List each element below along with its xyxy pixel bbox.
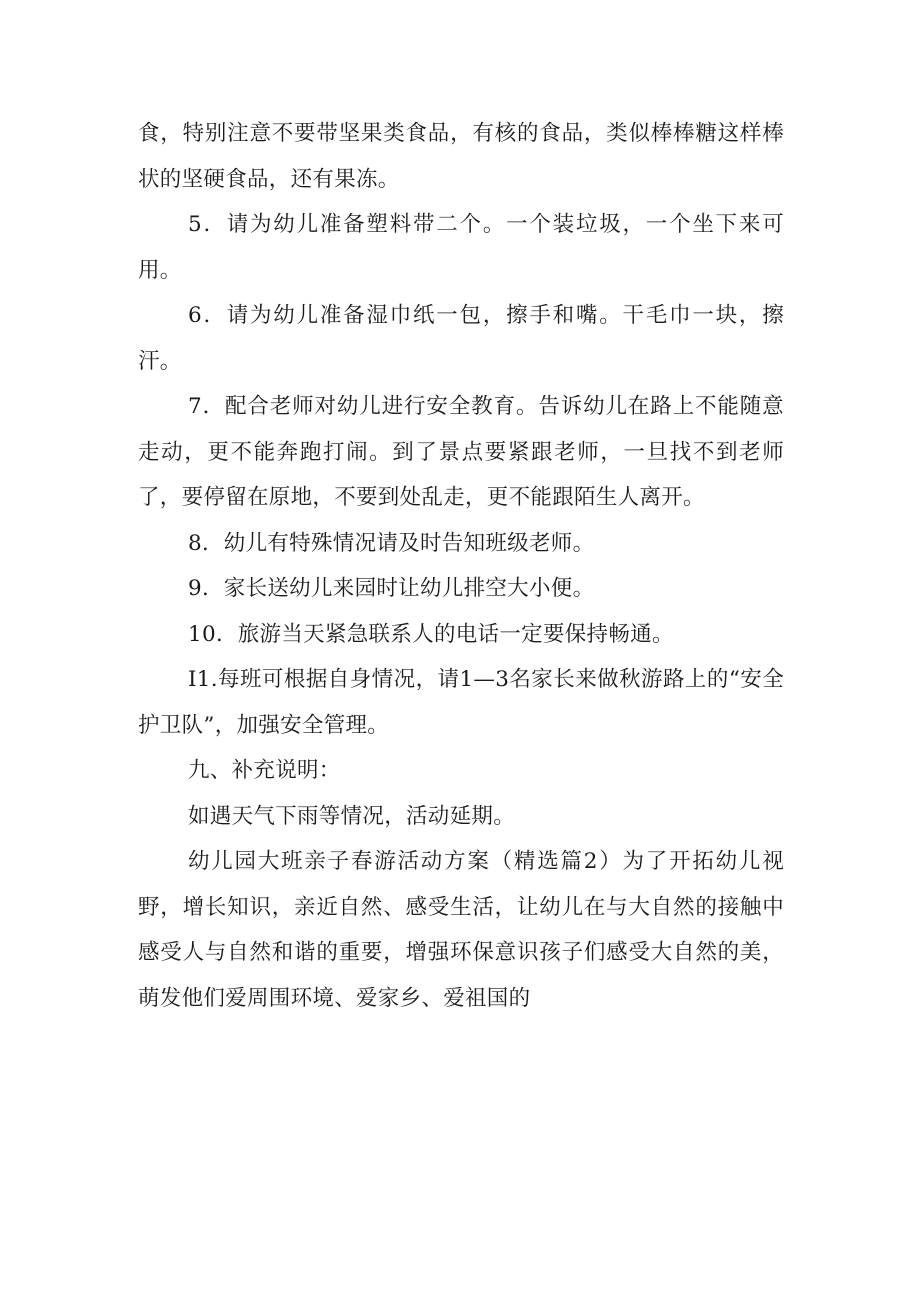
paragraph-item-10: 10．旅游当天紧急联系人的电话一定要保持畅通。	[188, 621, 674, 647]
section-heading-supplement: 九、补充说明：	[188, 758, 341, 783]
paragraph-plan-2-intro: 幼儿园大班亲子春游活动方案（精选篇2）为了开拓幼儿视野，增长知识，亲近自然、感受生活，让幼儿在与大自然的接触中感受人与自然和谐的重要，增强环保意识孩子们感受大自然的美，萌发他们爱周围环境、爱家乡、爱祖国的	[138, 849, 784, 1011]
paragraph-weather-note: 如遇天气下雨等情况，活动延期。	[188, 803, 516, 829]
paragraph-item-11: I1.每班可根据自身情况，请1—3名家长来做秋游路上的“安全护卫队”，加强安全管理。	[138, 667, 784, 738]
document-body	[138, 111, 784, 1021]
paragraph-food-note: 食，特别注意不要带坚果类食品，有核的食品，类似棒棒糖这样棒状的坚硬食品，还有果冻。	[138, 121, 784, 192]
paragraph-item-9: 9．家长送幼儿来园时让幼儿排空大小便。	[188, 576, 595, 601]
paragraph-item-6: 6．请为幼儿准备湿巾纸一包，擦手和嘴。干毛巾一块，擦汗。	[138, 303, 784, 374]
paragraph-item-5: 5．请为幼儿准备塑料带二个。一个装垃圾，一个坐下来可用。	[138, 212, 784, 283]
paragraph-item-8: 8．幼儿有特殊情况请及时告知班级老师。	[188, 530, 595, 556]
paragraph-item-7: 7．配合老师对幼儿进行安全教育。告诉幼儿在路上不能随意走动，更不能奔跑打闹。到了景点要紧跟老师，一旦找不到老师了，要停留在原地，不要到处乱走，更不能跟陌生人离开。	[138, 394, 784, 510]
